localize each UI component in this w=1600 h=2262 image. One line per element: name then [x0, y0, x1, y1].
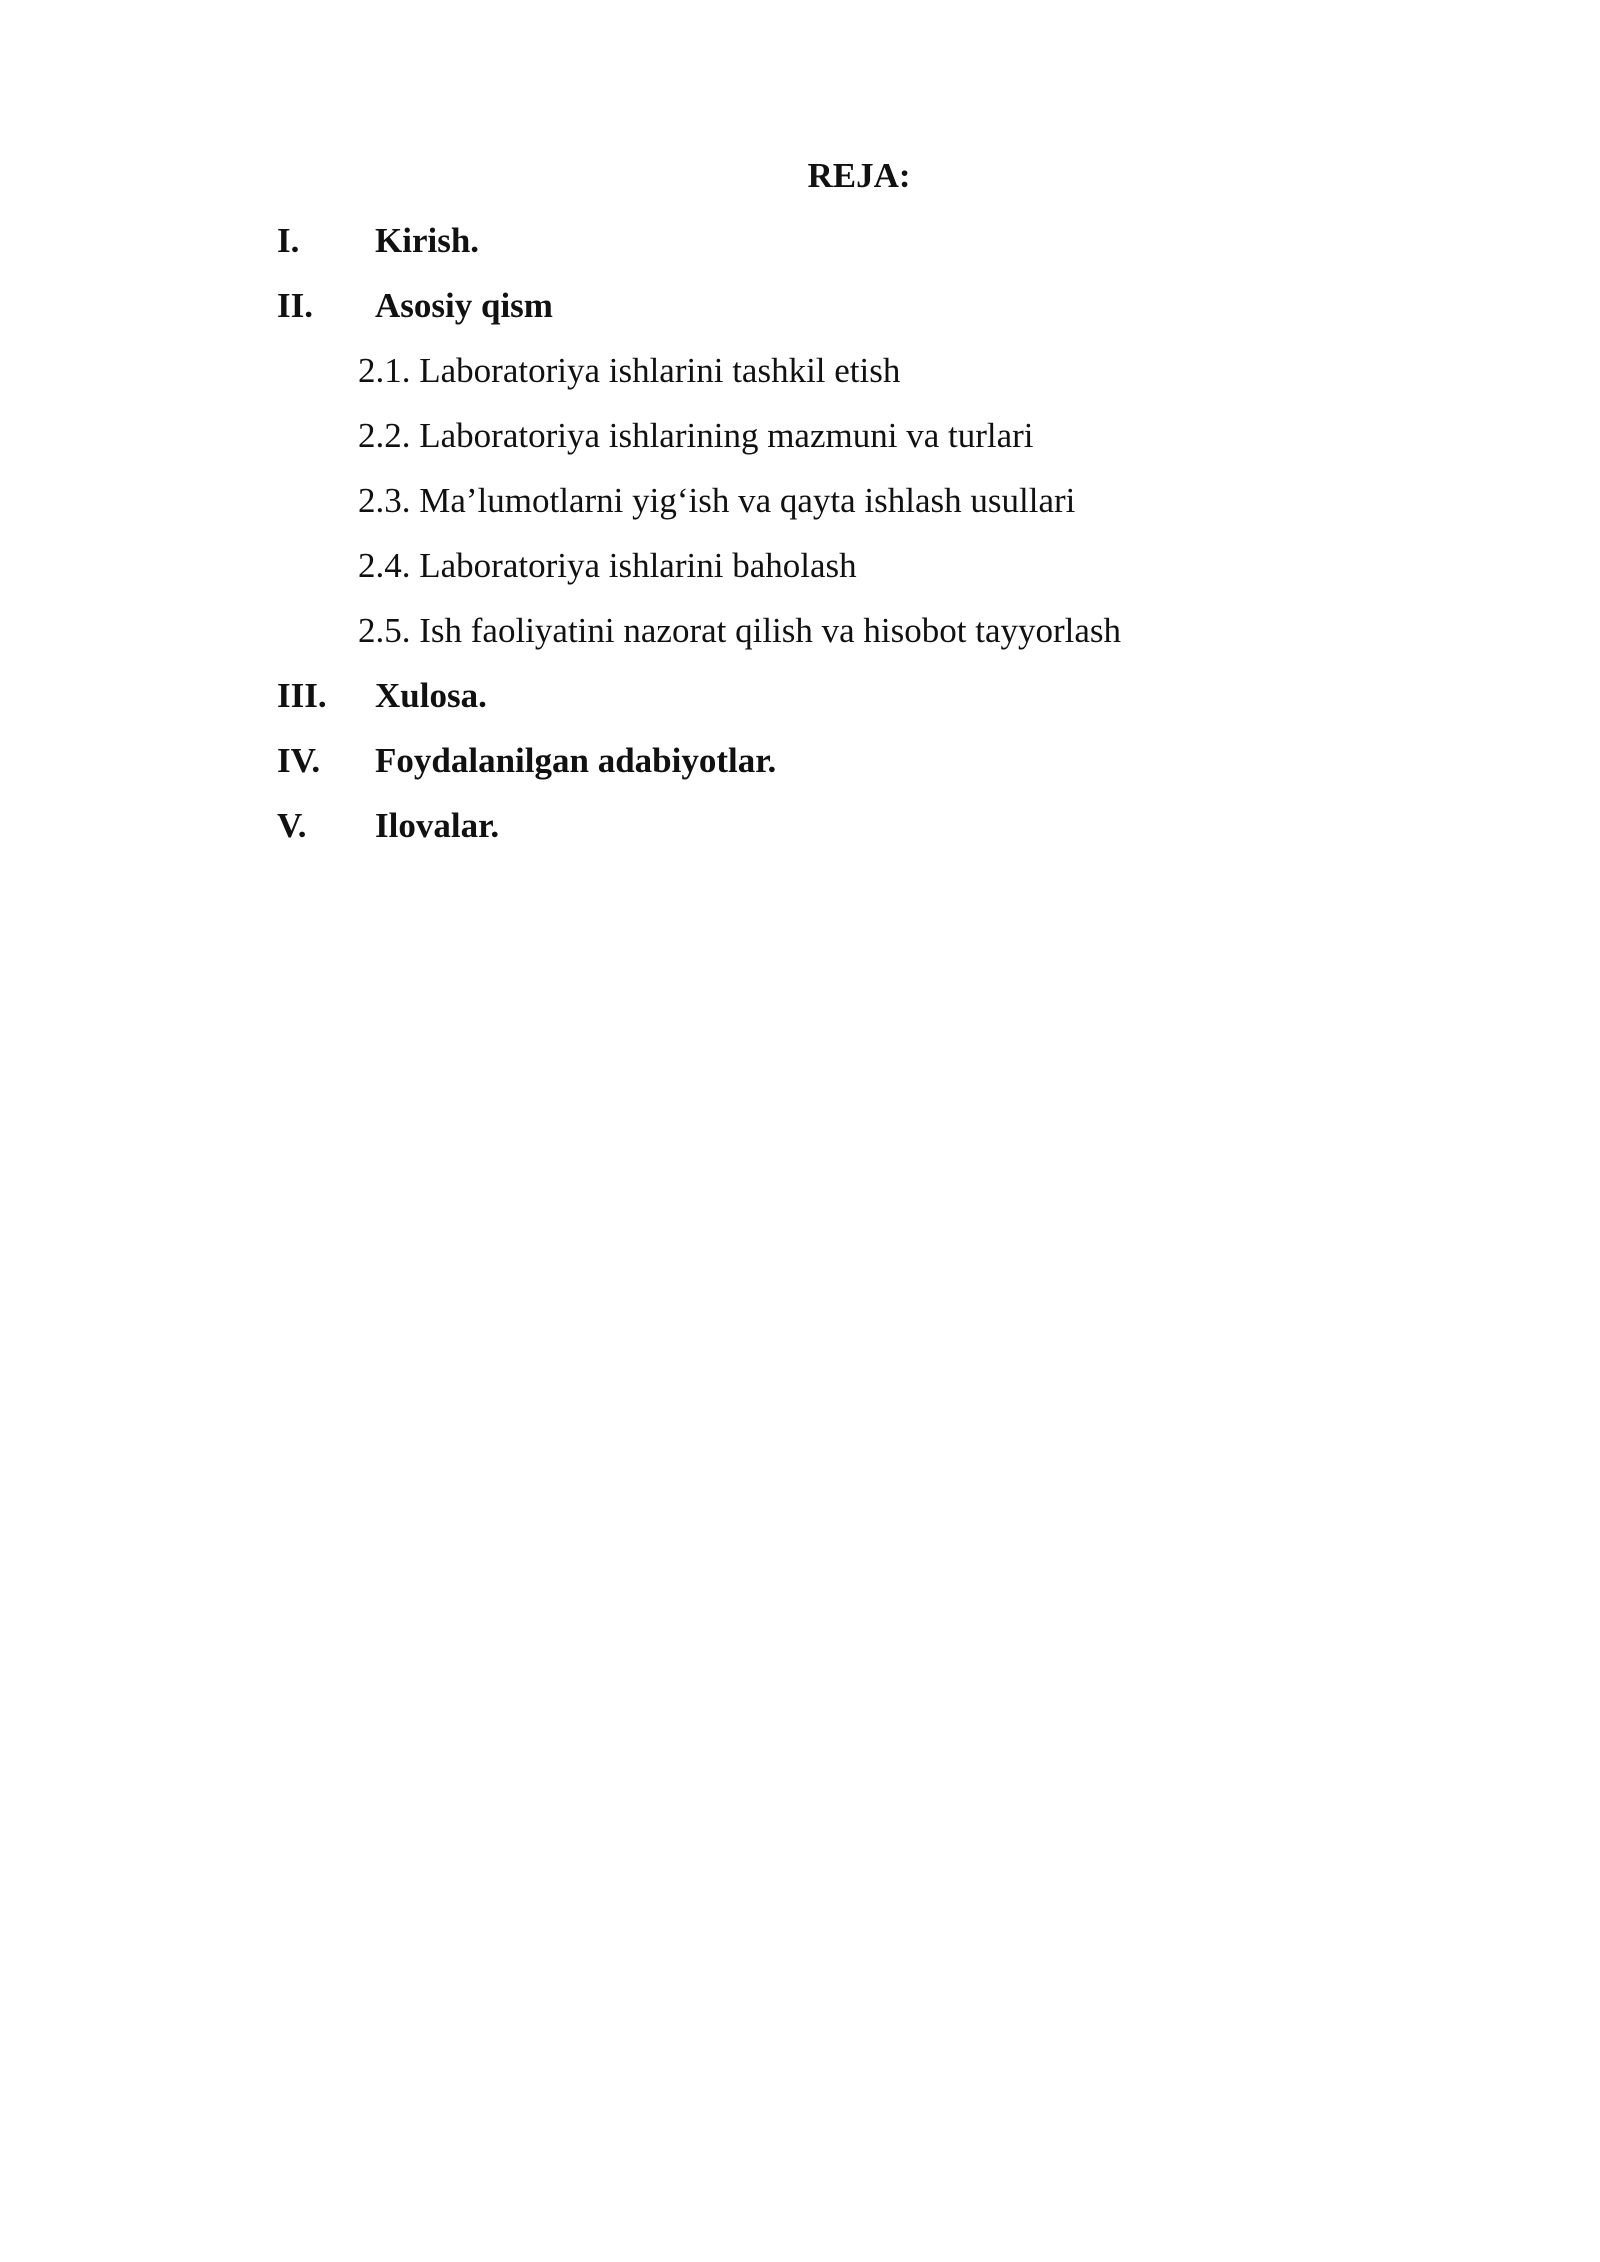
outline-subitem-2-2: 2.2. Laboratoriya ishlarining mazmuni va turlari — [358, 416, 1034, 455]
outline-label: Asosiy qism — [375, 286, 553, 325]
outline-numeral: III. — [277, 676, 327, 715]
page-title: REJA: — [807, 156, 911, 195]
outline-label: Ilovalar. — [375, 806, 500, 845]
outline-subitem-2-1: 2.1. Laboratoriya ishlarini tashkil etish — [358, 351, 901, 390]
outline-subitem-2-3: 2.3. Ma’lumotlarni yig‘ish va qayta ishlash usullari — [358, 481, 1076, 520]
outline-label: Foydalanilgan adabiyotlar. — [375, 741, 777, 780]
outline-numeral: V. — [277, 806, 307, 845]
outline-label: Kirish. — [375, 221, 480, 260]
outline-numeral: IV. — [277, 741, 321, 780]
outline-subitem-2-4: 2.4. Laboratoriya ishlarini baholash — [358, 546, 857, 585]
outline-numeral: II. — [277, 286, 313, 325]
outline-subitem-2-5: 2.5. Ish faoliyatini nazorat qilish va hisobot tayyorlash — [358, 611, 1122, 650]
outline-label: Xulosa. — [375, 676, 487, 715]
outline-numeral: I. — [277, 221, 300, 260]
